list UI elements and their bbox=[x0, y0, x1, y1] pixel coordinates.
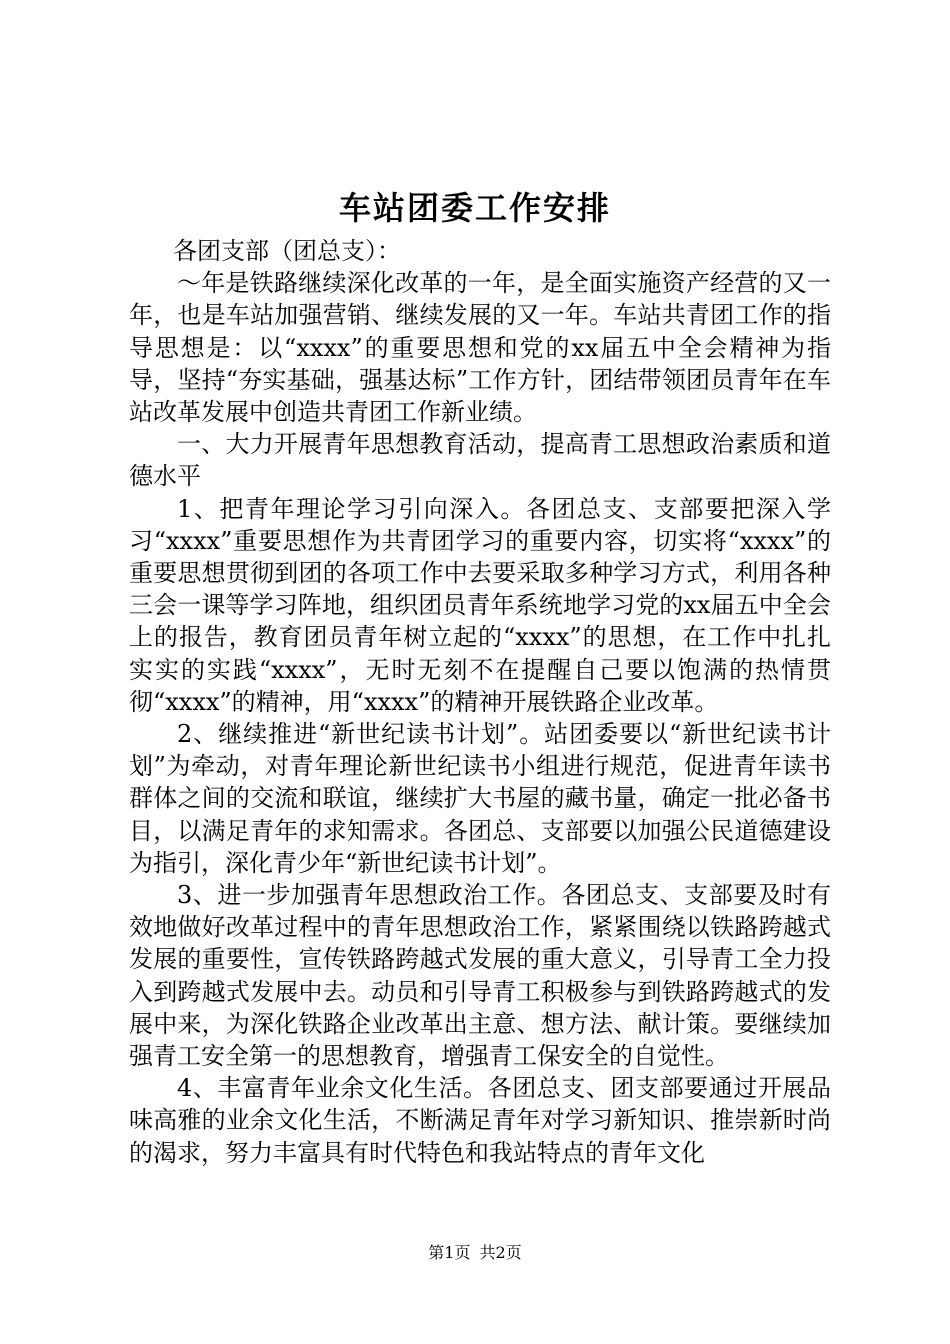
paragraph-item-1: 1、把青年理论学习引向深入。各团总支、支部要把深入学习“xxxx”重要思想作为共青团学习的重要内容，切实将“xxxx”的重要思想贯彻到团的各项工作中去要采取多种学习方式，利用各种三会一课等学习阵地，组织团员青年系统地学习党的xx届五中全会上的报告，教育团员青年树立起的“xxxx”的思想，在工作中扎扎实实的实践“xxxx”，无时无刻不在提醒自己要以饱满的热情贯彻“xxxx”的精神，用“xxxx”的精神开展铁路企业改革。 bbox=[129, 494, 831, 716]
salutation: 各团支部（团总支）： bbox=[173, 237, 401, 265]
document-body bbox=[129, 235, 831, 1169]
page-footer bbox=[0, 1241, 950, 1265]
document-title: 车站团委工作安排 bbox=[338, 189, 611, 227]
paragraph-item-4: 4、丰富青年业余文化生活。各团总支、团支部要通过开展品味高雅的业余文化生活，不断满足青年对学习新知识、推崇新时尚的渴求，努力丰富具有时代特色和我站特点的青年文化 bbox=[129, 1074, 831, 1167]
paragraph-item-2: 2、继续推进“新世纪读书计划”。站团委要以“新世纪读书计划”为牵动，对青年理论新世纪读书小组进行规范，促进青年读书群体之间的交流和联谊，继续扩大书屋的藏书量，确定一批必备书目，以满足青年的求知需求。各团总、支部要以加强公民道德建设为指引，深化青少年“新世纪读书计划”。 bbox=[129, 720, 831, 877]
paragraph-item-3: 3、进一步加强青年思想政治工作。各团总支、支部要及时有效地做好改革过程中的青年思想政治工作，紧紧围绕以铁路跨越式发展的重要性，宣传铁路跨越式发展的重大意义，引导青工全力投入到跨越式发展中去。动员和引导青工积极参与到铁路跨越式的发展中来，为深化铁路企业改革出主意、想方法、献计策。要继续加强青工安全第一的思想教育，增强青工保安全的自觉性。 bbox=[129, 881, 831, 1071]
section-heading-1: 一、大力开展青年思想教育活动，提高青工思想政治素质和道德水平 bbox=[129, 430, 831, 491]
page-total: 共2页 bbox=[479, 1243, 522, 1262]
paragraph-intro: ～年是铁路继续深化改革的一年，是全面实施资产经营的又一年，也是车站加强营销、继续发展的又一年。车站共青团工作的指导思想是：以“xxxx”的重要思想和党的xx届五中全会精神为指导，坚持“夯实基础，强基达标”工作方针，团结带领团员青年在车站改革发展中创造共青团工作新业绩。 bbox=[129, 269, 831, 427]
page-number: 第1页 bbox=[428, 1243, 471, 1262]
